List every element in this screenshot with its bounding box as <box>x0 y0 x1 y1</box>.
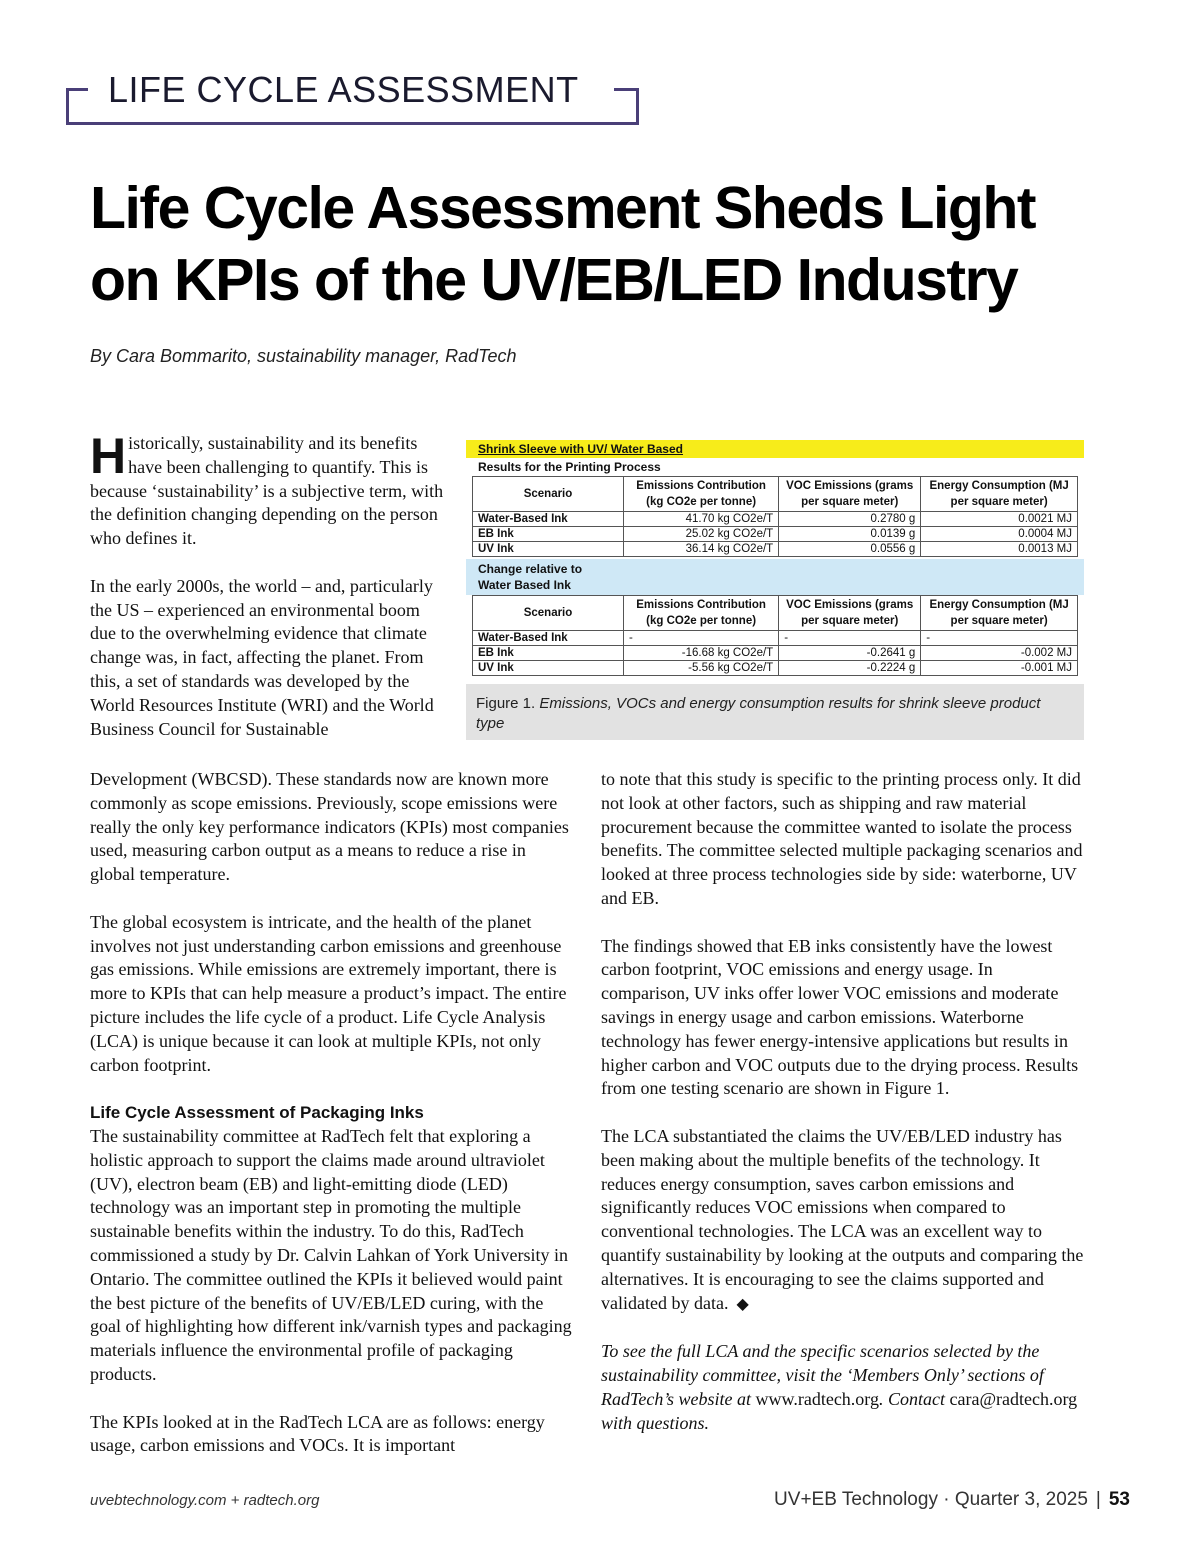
right-paragraph-1: to note that this study is specific to the printing process only. It did not look at other factors, such as shipping and raw material procurement because the committee wanted to isolate the process benefits. The committee selected multiple packaging scenarios and looked at three process technologies side by side: waterborne, UV and EB. <box>601 769 1083 908</box>
cell-emissions: 41.70 kg CO2e/T <box>624 512 779 527</box>
bracket-corner-left <box>66 88 88 91</box>
intro-paragraph <box>90 428 450 551</box>
cell-voc: -0.2641 g <box>779 646 921 661</box>
right-paragraph-3-text: The LCA substantiated the claims the UV/EB/LED industry has been making about the multiple benefits of the technology. It reduces energy consumption, saves carbon emissions and significantly reduces VOC emissions when compared to conventional technologies. The LCA was an excellent way to quantify sustainability by looking at the outputs and comparing the alternatives. It is encouraging to see the claims supported and validated by data. <box>601 1125 1084 1313</box>
members-note <box>601 1340 1085 1435</box>
table-row <box>473 542 1078 557</box>
drop-cap: H <box>90 428 127 484</box>
table-header-row <box>473 477 1078 512</box>
right-column <box>601 768 1085 1435</box>
bracket-corner-right <box>614 88 636 91</box>
figure-caption-text: Emissions, VOCs and energy consumption results for shrink sleeve product type <box>476 695 1041 732</box>
cell-voc: 0.0139 g <box>779 527 921 542</box>
header-scenario: Scenario <box>473 596 624 631</box>
table-row <box>473 527 1078 542</box>
headline-line-1: Life Cycle Assessment Sheds Light <box>90 175 1036 241</box>
end-mark-icon: ◆ <box>736 1295 749 1313</box>
right-paragraph-2: The findings showed that EB inks consistently have the lowest carbon footprint, VOC emissions and energy usage. In comparison, UV inks offer lower VOC emissions and moderate savings in energy usage and carbon emissions. Waterborne technology has fewer energy-intensive applications but results in higher carbon and VOC outputs due to the drying process. Results from one testing scenario are shown in Figure 1. <box>601 935 1079 1099</box>
paragraph-3: The global ecosystem is intricate, and the health of the planet involves not just understanding carbon emissions and greenhouse gas emissions. While emissions are extremely important, there is more to KPIs that can help measure a product’s impact. The entire picture includes the life cycle of a product. Life Cycle Analysis (LCA) is unique because it can look at multiple KPIs, not only carbon footprint. <box>90 911 567 1075</box>
table-header-row <box>473 596 1078 631</box>
paragraph-4: The sustainability committee at RadTech felt that exploring a holistic approach to support the claims made around ultraviolet (UV), electron beam (EB) and light-emitting diode (LED) technology was an important step in promoting the multiple sustainable benefits within the industry. To do this, RadTech commissioned a study by Dr. Calvin Lahkan of York University in Ontario. The committee outlined the KPIs it believed would paint the best picture of the benefits of UV/EB/LED curing, with the goal of highlighting how different ink/varnish types and packaging materials influence the environmental profile of packaging products. <box>90 1125 572 1384</box>
cell-scenario: Water-Based Ink <box>473 512 624 527</box>
header-emissions: Emissions Contribution (kg CO2e per tonne) <box>624 477 779 512</box>
byline: By Cara Bommarito, sustainability manager, RadTech <box>90 346 517 366</box>
intro-text: istorically, sustainability and its benefits have been challenging to quantify. This is because ‘sustainability’ is a subjective term, with the definition changing depending on the person who defines it. <box>90 433 444 549</box>
cell-energy: 0.0021 MJ <box>921 512 1078 527</box>
paragraph-2-bottom: Development (WBCSD). These standards now are known more commonly as scope emissions. Previously, scope emissions were really the only key performance indicators (KPIs) most companies used, measuring carbon output as a means to reduce a rise in global temperature. <box>90 769 569 885</box>
table-row <box>473 661 1078 676</box>
cell-scenario: EB Ink <box>473 527 624 542</box>
website-link[interactable]: www.radtech.org <box>755 1388 879 1409</box>
header-energy: Energy Consumption (MJ per square meter) <box>921 477 1078 512</box>
cell-energy: -0.001 MJ <box>921 661 1078 676</box>
header-voc: VOC Emissions (grams per square meter) <box>779 596 921 631</box>
email-link[interactable]: cara@radtech.org <box>949 1388 1078 1409</box>
section-header <box>66 70 637 126</box>
cell-voc: 0.0556 g <box>779 542 921 557</box>
paragraph-5: The KPIs looked at in the RadTech LCA are as follows: energy usage, carbon emissions and VOCs. It is important <box>90 1411 545 1456</box>
cell-emissions: -16.68 kg CO2e/T <box>624 646 779 661</box>
subhead: Life Cycle Assessment of Packaging Inks <box>90 1103 424 1123</box>
section-label: LIFE CYCLE ASSESSMENT <box>108 69 579 110</box>
change-label-line-1: Change relative to <box>478 562 583 576</box>
footer-websites: uvebtechnology.com + radtech.org <box>90 1492 320 1509</box>
header-voc: VOC Emissions (grams per square meter) <box>779 477 921 512</box>
figure-1 <box>466 440 1084 740</box>
cell-emissions: 25.02 kg CO2e/T <box>624 527 779 542</box>
left-column-bottom <box>90 768 572 1458</box>
headline-line-2: on KPIs of the UV/EB/LED Industry <box>90 247 1018 313</box>
table-row <box>473 631 1078 646</box>
footer-separator: | <box>1095 1489 1101 1510</box>
figure-title: Shrink Sleeve with UV/ Water Based <box>466 440 1084 458</box>
figure-subtitle: Results for the Printing Process <box>478 460 661 474</box>
cell-energy: - <box>921 631 1078 646</box>
cell-scenario: EB Ink <box>473 646 624 661</box>
cell-energy: 0.0004 MJ <box>921 527 1078 542</box>
note-text-3: with questions. <box>601 1412 710 1433</box>
table-row <box>473 512 1078 527</box>
footer-publication <box>774 1489 1130 1511</box>
header-energy: Energy Consumption (MJ per square meter) <box>921 596 1078 631</box>
cell-emissions: 36.14 kg CO2e/T <box>624 542 779 557</box>
page-number: 53 <box>1108 1489 1130 1510</box>
change-label <box>466 559 1084 595</box>
cell-emissions: -5.56 kg CO2e/T <box>624 661 779 676</box>
paragraph-2-top: In the early 2000s, the world – and, particularly the US – experienced an environmental boom due to the overwhelming evidence that climate change was, in fact, affecting the planet. From this, a set of standards was developed by the World Resources Institute (WRI) and the World Business Council for Sustainable <box>90 575 434 739</box>
header-emissions: Emissions Contribution (kg CO2e per tonne) <box>624 596 779 631</box>
cell-energy: -0.002 MJ <box>921 646 1078 661</box>
cell-voc: -0.2224 g <box>779 661 921 676</box>
results-table <box>472 476 1078 557</box>
cell-voc: 0.2780 g <box>779 512 921 527</box>
right-paragraph-3 <box>601 1125 1085 1316</box>
headline <box>90 172 1130 316</box>
cell-energy: 0.0013 MJ <box>921 542 1078 557</box>
cell-emissions: - <box>624 631 779 646</box>
note-text-2: . Contact <box>878 1388 950 1409</box>
table-row <box>473 646 1078 661</box>
note-text-1: To see the full LCA and the specific scenarios selected by the sustainability committee, visit the ‘Members Only’ sections of RadTech’s website at <box>601 1341 1044 1409</box>
figure-caption-label: Figure 1. <box>476 695 536 712</box>
change-label-line-2: Water Based Ink <box>478 578 571 592</box>
left-column-top <box>90 428 450 741</box>
figure-caption <box>466 684 1084 740</box>
change-table <box>472 595 1078 676</box>
publication-name: UV+EB Technology · Quarter 3, 2025 <box>774 1489 1088 1510</box>
cell-scenario: Water-Based Ink <box>473 631 624 646</box>
cell-scenario: UV Ink <box>473 661 624 676</box>
cell-scenario: UV Ink <box>473 542 624 557</box>
cell-voc: - <box>779 631 921 646</box>
header-scenario: Scenario <box>473 477 624 512</box>
